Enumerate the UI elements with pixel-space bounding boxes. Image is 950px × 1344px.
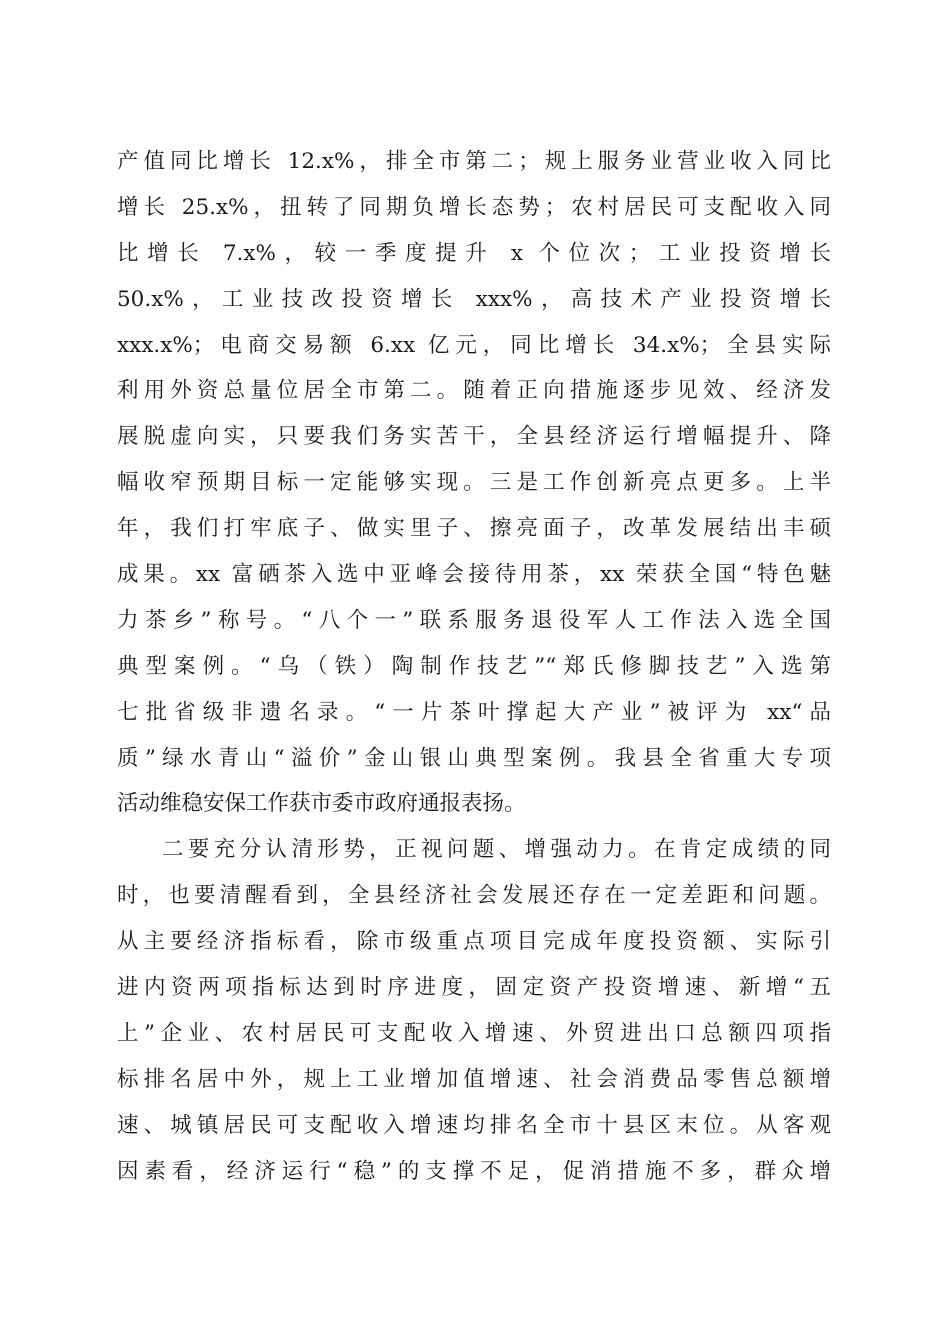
paragraph-1 (117, 139, 831, 827)
text-line: 幅收窄预期目标一定能够实现。三是工作创新亮点更多。上半 (117, 470, 831, 496)
text-line: 二要充分认清形势，正视问题、增强动力。在肯定成绩的同 (117, 837, 831, 863)
text-line: 50.x%，工业技改投资增长 xxx%，高技术产业投资增长 (117, 286, 831, 312)
text-line: 成果。xx 富硒茶入选中亚峰会接待用茶，xx 荣获全国“特色魅 (117, 562, 831, 588)
text-line: 质”绿水青山“溢价”金山银山典型案例。我县全省重大专项 (117, 745, 831, 771)
text-line: 时，也要清醒看到，全县经济社会发展还存在一定差距和问题。 (117, 883, 831, 909)
text-line: 进内资两项指标达到时序进度，固定资产投资增速、新增“五 (117, 975, 831, 1001)
text-line: 比增长 7.x%，较一季度提升 x 个位次；工业投资增长 (117, 240, 831, 266)
text-line: xxx.x%；电商交易额 6.xx 亿元，同比增长 34.x%；全县实际 (117, 332, 831, 358)
text-line: 因素看，经济运行“稳”的支撑不足，促消措施不多，群众增 (117, 1158, 831, 1184)
text-line: 七批省级非遗名录。“一片茶叶撑起大产业”被评为 xx“品 (117, 699, 831, 725)
text-line: 力茶乡”称号。“八个一”联系服务退役军人工作法入选全国 (117, 607, 831, 633)
text-line: 年，我们打牢底子、做实里子、擦亮面子，改革发展结出丰硕 (117, 516, 831, 542)
text-line: 上”企业、农村居民可支配收入增速、外贸进出口总额四项指 (117, 1020, 831, 1046)
text-line: 利用外资总量位居全市第二。随着正向措施逐步见效、经济发 (117, 378, 831, 404)
text-line: 增长 25.x%，扭转了同期负增长态势；农村居民可支配收入同 (117, 194, 831, 220)
text-line: 活动维稳安保工作获市委市政府通报表扬。 (117, 791, 526, 817)
text-line: 展脱虚向实，只要我们务实苦干，全县经济运行增幅提升、降 (117, 424, 831, 450)
text-line: 标排名居中外，规上工业增加值增速、社会消费品零售总额增 (117, 1066, 831, 1092)
text-line: 速、城镇居民可支配收入增速均排名全市十县区末位。从客观 (117, 1112, 831, 1138)
text-line: 产值同比增长 12.x%，排全市第二；规上服务业营业收入同比 (117, 149, 831, 174)
paragraph-2 (117, 827, 831, 1194)
document-body (117, 139, 831, 1194)
text-line: 典型案例。“乌（铁）陶制作技艺”“郑氏修脚技艺”入选第 (117, 653, 831, 679)
text-line: 从主要经济指标看，除市级重点项目完成年度投资额、实际引 (117, 929, 831, 955)
